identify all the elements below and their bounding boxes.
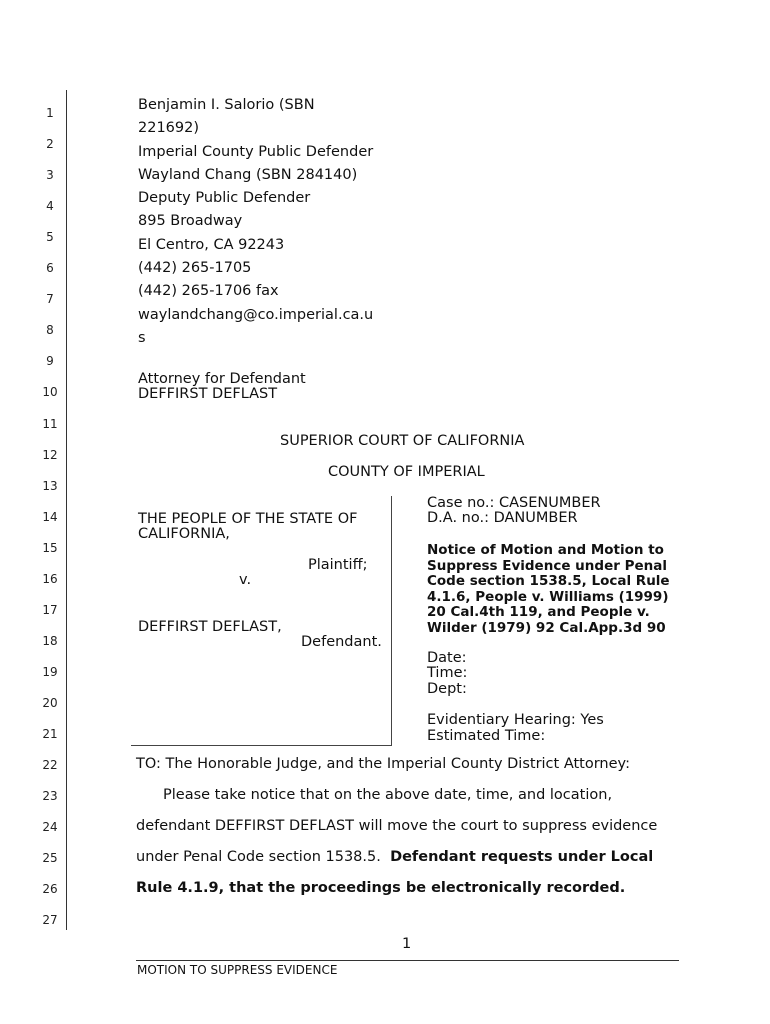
line-number: 27 bbox=[42, 913, 58, 928]
motion-title-line: 20 Cal.4th 119, and People v. bbox=[427, 604, 650, 620]
header-line: waylandchang@co.imperial.ca.u bbox=[138, 306, 374, 323]
line-number: 7 bbox=[46, 292, 54, 307]
footer-rule bbox=[136, 960, 679, 961]
attorney-for-label: Attorney for Defendant bbox=[138, 371, 306, 387]
caption-defendant-label: Defendant. bbox=[301, 634, 382, 650]
motion-title-line: Suppress Evidence under Penal bbox=[427, 557, 667, 574]
motion-title bbox=[427, 543, 670, 636]
page-number: 1 bbox=[402, 936, 412, 952]
caption-defendant-name: DEFFIRST DEFLAST, bbox=[138, 619, 282, 635]
line-number: 17 bbox=[42, 602, 58, 617]
header-line: Wayland Chang (SBN 284140) bbox=[138, 166, 358, 183]
line-number: 24 bbox=[42, 820, 58, 835]
defendant-name-header: DEFFIRST DEFLAST bbox=[138, 386, 278, 402]
line-number: 26 bbox=[42, 882, 58, 897]
line-number: 11 bbox=[42, 416, 58, 431]
line-number: 21 bbox=[42, 727, 58, 741]
line-number: 16 bbox=[42, 571, 58, 586]
header-line: 895 Broadway bbox=[138, 213, 243, 230]
case-number: Case no.: CASENUMBER bbox=[427, 495, 601, 511]
to-line: TO: The Honorable Judge, and the Imperial County District Attorney: bbox=[136, 756, 630, 772]
caption-people-line1: THE PEOPLE OF THE STATE OF bbox=[138, 511, 358, 527]
line-number: 13 bbox=[42, 478, 58, 493]
caption-people-line2: CALIFORNIA, bbox=[138, 526, 230, 542]
estimated-time: Estimated Time: bbox=[427, 728, 546, 744]
hearing-time: Time: bbox=[427, 665, 468, 681]
attorney-header bbox=[138, 94, 373, 350]
caption-plaintiff-label: Plaintiff; bbox=[308, 557, 368, 573]
motion-title-line: Code section 1538.5, Local Rule bbox=[427, 573, 670, 589]
caption-divider-vertical bbox=[391, 496, 392, 746]
caption-versus: v. bbox=[239, 572, 252, 588]
header-line: Benjamin I. Salorio (SBN bbox=[138, 97, 315, 113]
line-number: 3 bbox=[46, 168, 54, 183]
line-number: 9 bbox=[46, 354, 54, 369]
body-paragraph-line: defendant DEFFIRST DEFLAST will move the court to suppress evidence bbox=[136, 818, 658, 834]
line-number: 2 bbox=[46, 137, 54, 152]
header-line: Imperial County Public Defender bbox=[138, 143, 374, 160]
court-name: SUPERIOR COURT OF CALIFORNIA bbox=[280, 433, 525, 449]
line-number: 14 bbox=[42, 509, 58, 524]
motion-title-line: Wilder (1979) 92 Cal.App.3d 90 bbox=[427, 619, 666, 636]
footer-title: MOTION TO SUPPRESS EVIDENCE bbox=[137, 963, 338, 977]
line-number: 23 bbox=[42, 789, 58, 804]
line-number: 25 bbox=[42, 851, 58, 866]
line-number: 15 bbox=[42, 540, 58, 555]
line-number: 8 bbox=[46, 323, 54, 338]
line-number: 5 bbox=[46, 230, 54, 245]
line-number: 20 bbox=[42, 695, 58, 710]
line-number: 4 bbox=[46, 199, 54, 214]
line-number: 22 bbox=[42, 758, 58, 773]
line-number: 1 bbox=[46, 106, 54, 120]
header-line: Deputy Public Defender bbox=[138, 190, 311, 207]
da-number: D.A. no.: DANUMBER bbox=[427, 510, 578, 526]
body-paragraph-line: Please take notice that on the above date, time, and location, bbox=[163, 787, 613, 803]
header-line: (442) 265-1705 bbox=[138, 260, 252, 277]
line-number: 6 bbox=[46, 261, 54, 276]
body-text: under Penal Code section 1538.5. bbox=[136, 849, 391, 865]
body-bold-text: Rule 4.1.9, that the proceedings be electronically recorded. bbox=[136, 880, 626, 896]
body-paragraph-line bbox=[136, 849, 653, 865]
motion-title-line: 4.1.6, People v. Williams (1999) bbox=[427, 588, 669, 605]
header-line: 221692) bbox=[138, 120, 200, 137]
line-number: 19 bbox=[42, 664, 58, 679]
line-number: 12 bbox=[42, 447, 58, 462]
header-line: El Centro, CA 92243 bbox=[138, 236, 285, 253]
line-number: 18 bbox=[42, 633, 58, 648]
evidentiary-hearing: Evidentiary Hearing: Yes bbox=[427, 712, 604, 728]
caption-divider-horizontal bbox=[131, 745, 392, 746]
court-county: COUNTY OF IMPERIAL bbox=[328, 464, 485, 480]
header-line: s bbox=[138, 329, 146, 346]
motion-title-line: Notice of Motion and Motion to bbox=[427, 542, 664, 558]
header-line: (442) 265-1706 fax bbox=[138, 283, 279, 300]
line-number: 10 bbox=[42, 385, 58, 400]
hearing-date: Date: bbox=[427, 650, 467, 666]
body-bold-text: Defendant requests under Local bbox=[390, 849, 654, 865]
hearing-dept: Dept: bbox=[427, 681, 467, 697]
